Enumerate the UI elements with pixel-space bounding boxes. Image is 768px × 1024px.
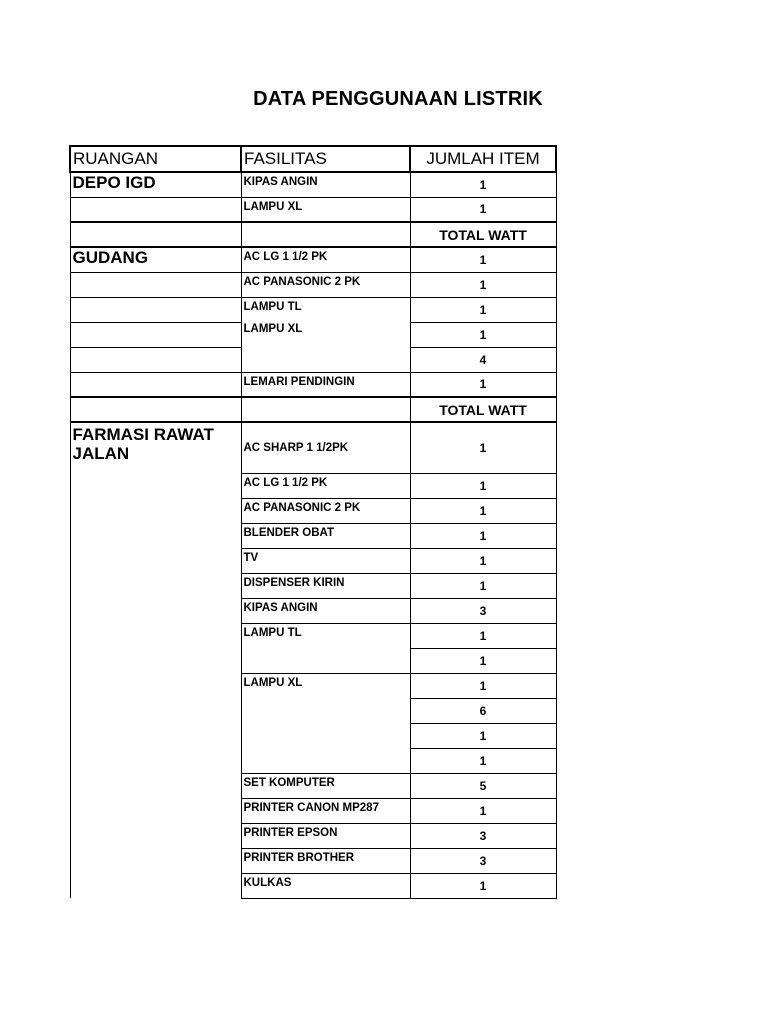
empty-room-cell xyxy=(70,347,241,372)
empty-room-cell xyxy=(70,372,241,397)
table-row xyxy=(70,172,556,197)
table-header-row xyxy=(70,146,556,172)
empty-room-cell xyxy=(70,397,241,422)
quantity-cell: 1 xyxy=(410,272,556,297)
facility-lampu-xl: LAMPU XL xyxy=(243,322,303,335)
empty-facility-cell xyxy=(241,222,410,247)
quantity-cell: 1 xyxy=(410,297,556,322)
table-row xyxy=(70,197,556,222)
quantity-cell: 3 xyxy=(410,848,556,873)
quantity-cell: 1 xyxy=(410,748,556,773)
quantity-cell: 1 xyxy=(410,422,556,473)
quantity-cell: 6 xyxy=(410,698,556,723)
facility-cell: PRINTER EPSON xyxy=(241,823,410,848)
quantity-cell: 1 xyxy=(410,172,556,197)
table-row xyxy=(70,422,556,473)
facility-cell: TV xyxy=(241,548,410,573)
empty-room-cell xyxy=(70,197,241,222)
quantity-cell: 1 xyxy=(410,247,556,272)
empty-room-cell xyxy=(70,222,241,247)
quantity-cell: 3 xyxy=(410,598,556,623)
header-fasilitas: FASILITAS xyxy=(241,146,410,172)
facility-cell: DISPENSER KIRIN xyxy=(241,573,410,598)
facility-cell: AC PANASONIC 2 PK xyxy=(241,498,410,523)
facility-cell: LAMPU TL xyxy=(241,623,410,673)
quantity-cell: 5 xyxy=(410,773,556,798)
header-jumlah-item: JUMLAH ITEM xyxy=(410,146,556,172)
total-watt-label: TOTAL WATT xyxy=(410,397,556,422)
facility-cell: PRINTER CANON MP287 xyxy=(241,798,410,823)
facility-cell: LAMPU XL xyxy=(241,197,410,222)
quantity-cell: 1 xyxy=(410,648,556,673)
quantity-cell: 1 xyxy=(410,573,556,598)
facility-cell: LAMPU XL xyxy=(241,673,410,773)
facility-cell: SET KOMPUTER xyxy=(241,773,410,798)
quantity-cell: 1 xyxy=(410,523,556,548)
total-row xyxy=(70,222,556,247)
facility-cell: LEMARI PENDINGIN xyxy=(241,372,410,397)
facility-lampu-tl: LAMPU TL xyxy=(243,300,302,313)
quantity-cell: 1 xyxy=(410,723,556,748)
empty-room-cell xyxy=(70,297,241,322)
header-ruangan: RUANGAN xyxy=(70,146,241,172)
facility-cell: KULKAS xyxy=(241,873,410,898)
facility-cell: AC PANASONIC 2 PK xyxy=(241,272,410,297)
quantity-cell: 3 xyxy=(410,823,556,848)
facility-cell: KIPAS ANGIN xyxy=(241,172,410,197)
quantity-cell: 1 xyxy=(410,548,556,573)
quantity-cell: 4 xyxy=(410,347,556,372)
facility-cell: KIPAS ANGIN xyxy=(241,598,410,623)
room-depo-igd: DEPO IGD xyxy=(70,172,241,197)
quantity-cell: 1 xyxy=(410,498,556,523)
quantity-cell: 1 xyxy=(410,798,556,823)
quantity-cell: 1 xyxy=(410,673,556,698)
quantity-cell: 1 xyxy=(410,873,556,898)
quantity-cell: 1 xyxy=(410,623,556,648)
quantity-cell: 1 xyxy=(410,372,556,397)
table-row xyxy=(70,372,556,397)
room-gudang: GUDANG xyxy=(70,247,241,272)
empty-room-cell xyxy=(70,322,241,347)
empty-facility-cell xyxy=(241,397,410,422)
quantity-cell: 1 xyxy=(410,473,556,498)
table-row xyxy=(70,272,556,297)
electricity-table xyxy=(69,145,557,899)
facility-cell: PRINTER BROTHER xyxy=(241,848,410,873)
total-watt-label: TOTAL WATT xyxy=(410,222,556,247)
facility-cell: BLENDER OBAT xyxy=(241,523,410,548)
facility-cell: AC LG 1 1/2 PK xyxy=(241,247,410,272)
table-row xyxy=(70,297,556,322)
table-row xyxy=(70,247,556,272)
facility-cell: AC SHARP 1 1/2PK xyxy=(241,422,410,473)
facility-cell: AC LG 1 1/2 PK xyxy=(241,473,410,498)
empty-room-cell xyxy=(70,272,241,297)
page-title: DATA PENGGUNAAN LISTRIK xyxy=(253,88,543,110)
total-row xyxy=(70,397,556,422)
facility-cell-lampu xyxy=(241,297,410,372)
quantity-cell: 1 xyxy=(410,322,556,347)
quantity-cell: 1 xyxy=(410,197,556,222)
room-farmasi-rawat-jalan: FARMASI RAWAT JALAN xyxy=(70,422,241,898)
